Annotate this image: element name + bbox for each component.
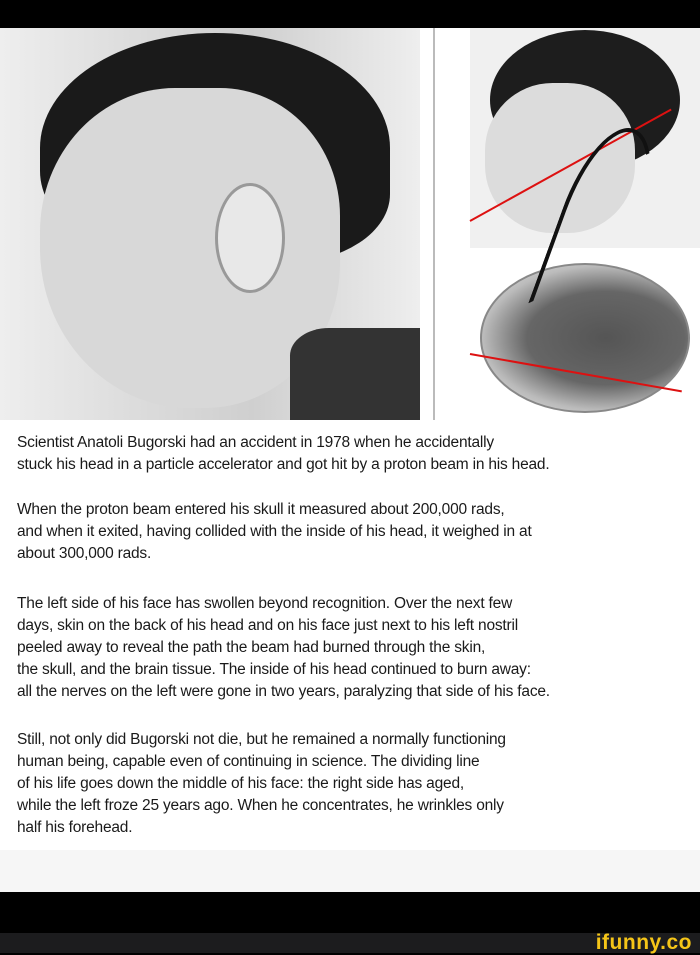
image-bottom-margin <box>0 850 700 892</box>
ifunny-logo: ifunny.co <box>595 931 692 954</box>
profile-photo-left <box>0 28 420 420</box>
text-line: peeled away to reveal the path the beam had burned through the skin, <box>17 639 486 656</box>
text-line: Still, not only did Bugorski not die, but he remained a normally functioning <box>17 731 506 748</box>
photo-divider <box>433 28 435 420</box>
paragraph-1 <box>17 432 549 476</box>
text-line: half his forehead. <box>17 819 133 836</box>
text-line: When the proton beam entered his skull it measured about 200,000 rads, <box>17 501 505 518</box>
text-line: Scientist Anatoli Bugorski had an accident in 1978 when he accidentally <box>17 434 494 451</box>
text-line: the skull, and the brain tissue. The inside of his head continued to burn away: <box>17 661 531 678</box>
text-line: days, skin on the back of his head and on his face just next to his left nostril <box>17 617 518 634</box>
paragraph-2 <box>17 499 532 565</box>
text-line: The left side of his face has swollen beyond recognition. Over the next few <box>17 595 513 612</box>
watermark-bar <box>0 933 700 953</box>
text-line: human being, capable even of continuing in science. The dividing line <box>17 753 480 770</box>
text-line: and when it exited, having collided with the inside of his head, it weighed in at <box>17 523 532 540</box>
text-line: about 300,000 rads. <box>17 545 152 562</box>
text-line: stuck his head in a particle accelerator and got hit by a proton beam in his head. <box>17 456 550 473</box>
text-line: all the nerves on the left were gone in two years, paralyzing that side of his face. <box>17 683 550 700</box>
paragraph-4 <box>17 729 506 839</box>
paragraph-3 <box>17 593 550 703</box>
text-line: while the left froze 25 years ago. When he concentrates, he wrinkles only <box>17 797 504 814</box>
meme-image <box>0 28 700 850</box>
text-line: of his life goes down the middle of his face: the right side has aged, <box>17 775 464 792</box>
